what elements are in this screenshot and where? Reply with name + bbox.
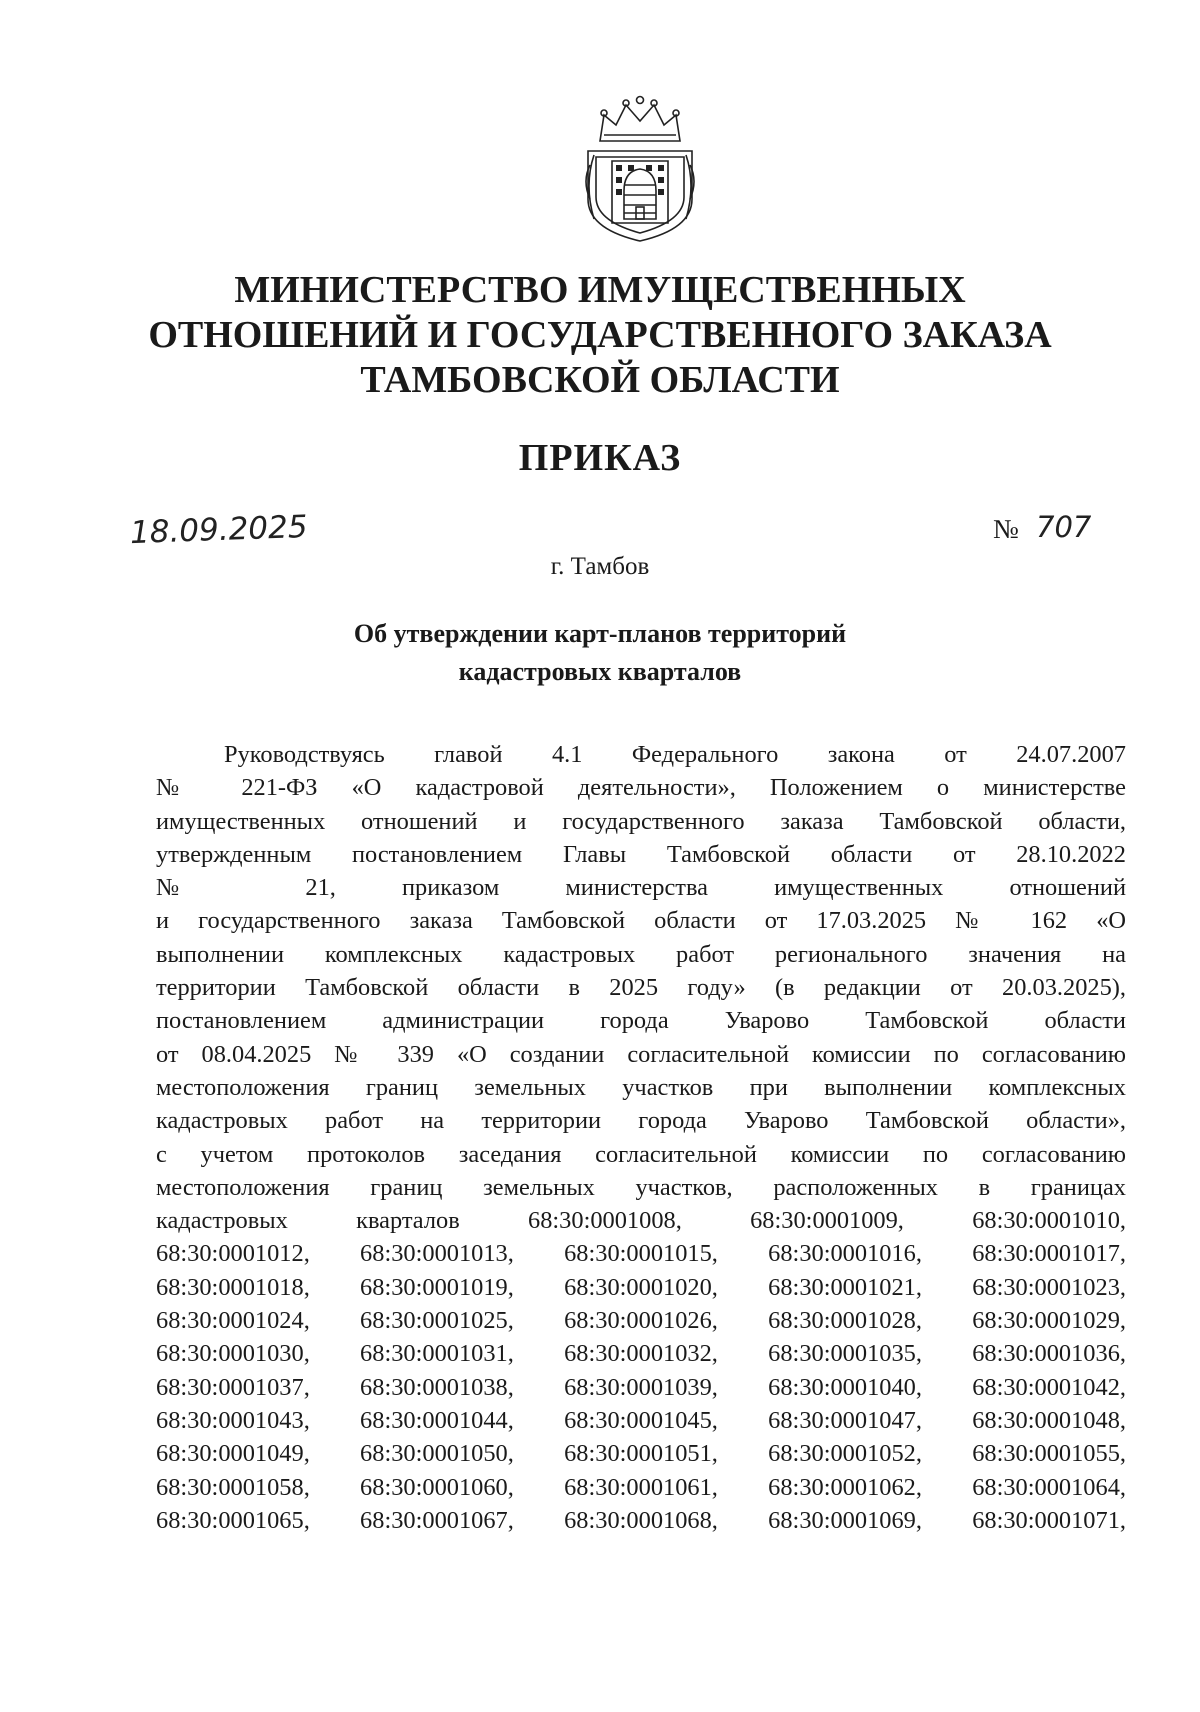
body-line: 68:30:0001030, 68:30:0001031, 68:30:0001032, 68:30:0001035, 68:30:0001036, [156,1340,1126,1368]
tambov-coat-of-arms-icon [582,95,698,243]
document-subject [0,615,1200,691]
ministry-name-line: ОТНОШЕНИЙ И ГОСУДАРСТВЕННОГО ЗАКАЗА [148,314,1052,356]
body-line: № 21, приказом министерства имущественных отношений [156,874,1126,902]
subject-line: Об утверждении карт-планов территорий [353,619,847,648]
body-line: 68:30:0001024, 68:30:0001025, 68:30:0001026, 68:30:0001028, 68:30:0001029, [156,1307,1126,1335]
subject-line: кадастровых кварталов [458,657,742,686]
document-date: 18.09.2025 [129,508,309,552]
body-line: и государственного заказа Тамбовской области от 17.03.2025 № 162 «О [156,907,1126,935]
body-line: местоположения границ земельных участков при выполнении комплексных [156,1073,1126,1101]
body-line: № 221-ФЗ «О кадастровой деятельности», Положением о министерстве [156,774,1126,802]
body-line: с учетом протоколов заседания согласительной комиссии по согласованию [156,1140,1126,1168]
body-line: выполнении комплексных кадастровых работ регионального значения на [156,940,1126,968]
body-line: территории Тамбовской области в 2025 году» (в редакции от 20.03.2025), [156,974,1126,1002]
body-line: постановлением администрации города Уварово Тамбовской области [156,1007,1126,1035]
body-line: 68:30:0001058, 68:30:0001060, 68:30:0001061, 68:30:0001062, 68:30:0001064, [156,1473,1126,1501]
body-line: 68:30:0001043, 68:30:0001044, 68:30:0001045, 68:30:0001047, 68:30:0001048, [156,1406,1126,1434]
body-line: 68:30:0001012, 68:30:0001013, 68:30:0001015, 68:30:0001016, 68:30:0001017, [156,1240,1126,1268]
body-line: утвержденным постановлением Главы Тамбовской области от 28.10.2022 [156,840,1126,868]
body-line: 68:30:0001018, 68:30:0001019, 68:30:0001020, 68:30:0001021, 68:30:0001023, [156,1273,1126,1301]
body-line: от 08.04.2025 № 339 «О создании согласительной комиссии по согласованию [156,1040,1126,1068]
body-line: местоположения границ земельных участков, расположенных в границах [156,1173,1126,1201]
body-line: 68:30:0001037, 68:30:0001038, 68:30:0001039, 68:30:0001040, 68:30:0001042, [156,1373,1126,1401]
document-city: г. Тамбов [550,553,650,580]
body-line: имущественных отношений и государственного заказа Тамбовской области, [156,807,1126,835]
document-body [156,738,1126,1537]
body-line: Руководствуясь главой 4.1 Федерального закона от 24.07.2007 [224,741,1126,768]
body-line: 68:30:0001065, 68:30:0001067, 68:30:0001068, 68:30:0001069, 68:30:0001071, [156,1506,1126,1534]
body-line: 68:30:0001049, 68:30:0001050, 68:30:0001051, 68:30:0001052, 68:30:0001055, [156,1440,1126,1468]
document-type: ПРИКАЗ [518,437,682,479]
body-line: кадастровых кварталов 68:30:0001008, 68:30:0001009, 68:30:0001010, [156,1207,1126,1235]
document-number: 707 [1036,510,1092,544]
body-line: кадастровых работ на территории города Уварово Тамбовской области», [156,1107,1126,1135]
ministry-name-line: МИНИСТЕРСТВО ИМУЩЕСТВЕННЫХ [234,269,966,311]
document-number-label: № [993,514,1019,544]
ministry-name [120,268,1080,403]
ministry-name-line: ТАМБОВСКОЙ ОБЛАСТИ [360,359,840,401]
